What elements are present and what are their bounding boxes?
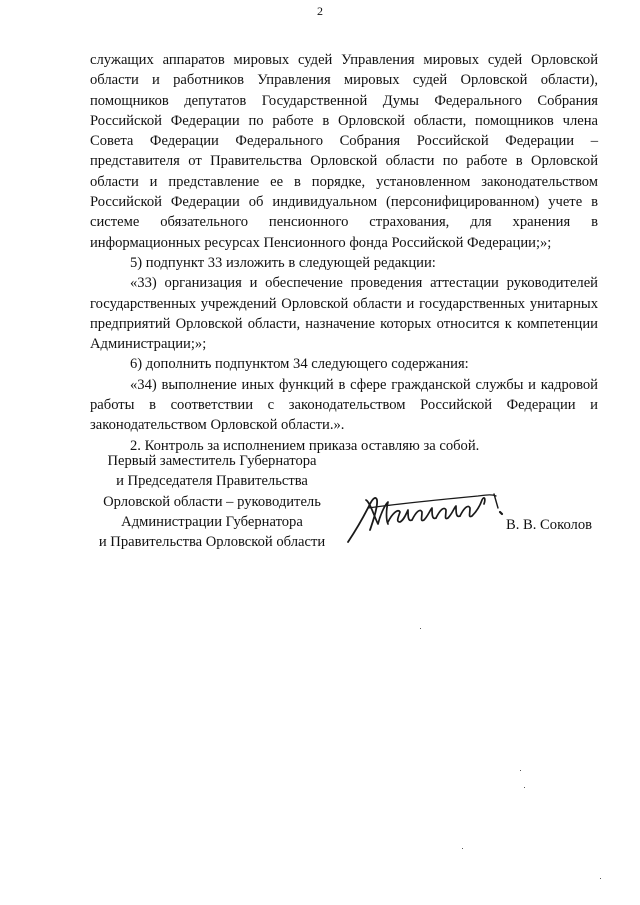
paragraph-continuation: служащих аппаратов мировых судей Управления мировых судей Орловской области и работников Управления мировых судей Орловской области), помощников депутатов Государственной Думы Федерального Собрания Российской Федерации по работе в Орловской области, помощников члена Совета Федерации Федерального Собрания Российской Федерации – представителя от Правительства Орловской области по работе в Орловской области и представление ее в порядке, установленном законодательством Российской Федерации об индивидуальном (персонифицированном) учете в системе обязательного пенсионного страхования, для хранения в информационных ресурсах Пенсионного фонда Российской Федерации;»; xyxy=(90,52,598,251)
signatory-title xyxy=(84,451,340,552)
document-body xyxy=(90,50,598,456)
signatory-title-line: Первый заместитель Губернатора xyxy=(107,453,317,469)
scan-speck xyxy=(520,770,521,771)
paragraph-item-5: 5) подпункт 33 изложить в следующей редакции: xyxy=(130,254,436,271)
signatory-title-line: и Правительства Орловской области xyxy=(98,534,326,551)
signatory-title-line: и Председателя Правительства xyxy=(116,473,308,490)
scan-speck xyxy=(524,787,525,788)
paragraph-subpoint-33: «33) организация и обеспечение проведения аттестации руководителей государственных учреждений Орловской области и государственных унитарных предприятий Орловской области, назначение которых относится к компетенции Администрации;»; xyxy=(90,275,598,353)
paragraph-subpoint-34: «34) выполнение иных функций в сфере гражданской службы и кадровой работы в соответствии с законодательством Российской Федерации и законодательством Орловской области.». xyxy=(90,376,598,434)
signatory-title-line: Администрации Губернатора xyxy=(121,513,303,530)
signer-name: В. В. Соколов xyxy=(506,517,593,533)
page-number: 2 xyxy=(317,4,323,18)
signatory-title-line: Орловской области – руководитель xyxy=(103,493,321,510)
handwritten-signature-icon xyxy=(346,486,508,544)
paragraph-control-clause: 2. Контроль за исполнением приказа оставляю за собой. xyxy=(130,437,480,454)
scan-speck xyxy=(420,628,421,629)
scan-speck xyxy=(600,878,601,879)
scan-speck xyxy=(462,848,463,849)
paragraph-item-6: 6) дополнить подпунктом 34 следующего содержания: xyxy=(130,356,469,373)
